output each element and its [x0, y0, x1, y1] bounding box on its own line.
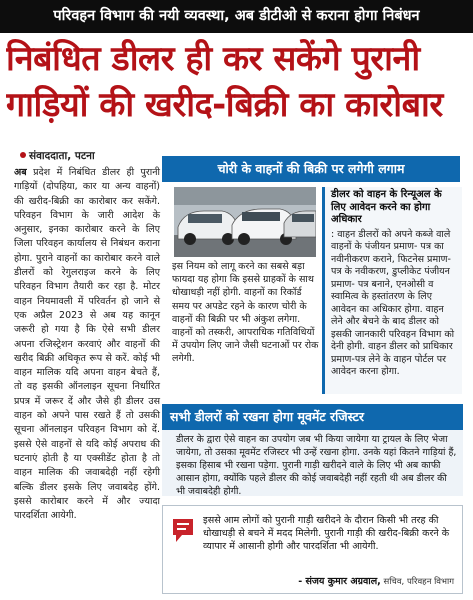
byline	[20, 149, 95, 163]
cars-photo-illustration	[174, 187, 316, 257]
quote-signature	[298, 574, 454, 587]
headline-line-2: गाड़ियों की खरीद-बिक्री का कारोबार	[6, 85, 443, 125]
left-column	[14, 166, 160, 523]
quote-text: इससे आम लोगों को पुरानी गाड़ी खरीदने के दौरान किसी भी तरह की धोखाधड़ी से बचने में मदद मिलेगी. पुरानी गाड़ी की खरीद-बिक्री करने के व्यापार में आसानी होगी और पारदर्शिता भी आयेगी.	[203, 515, 450, 552]
byline-text: संवाददाता, पटना	[29, 150, 95, 162]
kicker-strip: परिवहन विभाग की नयी व्यवस्था, अब डीटीओ से कराना होगा निबंधन	[0, 0, 473, 33]
sidebox-title: डीलर को वाहन के रिन्यूअल के लिए आवेदन करने का होगा अधिकार	[331, 189, 442, 225]
quote-author: - संजय कुमार अग्रवाल,	[298, 576, 381, 587]
speech-bubble-icon	[171, 517, 195, 545]
headline	[6, 36, 467, 128]
register-panel	[162, 404, 463, 496]
left-column-text: प्रदेश में निबंधित डीलर ही पुरानी गाड़ियों (दोपहिया, कार या अन्य वाहनों) की खरीद-बिक्री का कारोबार कर सकेंगे. परिवहन विभाग के जारी आदेश के अनुसार, इनका कारोबार करने के लिए जिला परिवहन कार्यालय से निबंधन कराना होगा. पुराने वाहनों का कारोबार करने वाले डीलरों को रेगुलराइज करने के लिए परिवहन विभाग तैयारी कर रहा है. मोटर वाहन नियमावली में परिवर्तन हो जाने से एक अप्रैल 2023 से अब यह कानून जरूरी हो गया है कि ऐसे सभी डीलर अपना रजिस्ट्रेशन करवाएं और वाहनों की खरीद बिक्री अधिकृत रूप से करें. कोई भी वाहन मालिक यदि अपना वाहन बेचते हैं, तो वह इसकी ऑनलाइन सूचना निर्धारित प्रपत्र में जरूर दें और जैसे ही डीलर उस वाहन को अपने पास रखते हैं तो उसकी सूचना ऑनलाइन परिवहन विभाग को दें. इससे ऐसे वाहनों से यदि कोई अपराध की घटनाएं होती है या एक्सीडेंट होता है तो वाहन मालिक की जवाबदेही नहीं रहेगी बल्कि डीलर इसके लिए जवाबदेह होंगे. इससे कारोबार करने में और ज्यादा पारदर्शिता आयेगी.	[14, 167, 160, 522]
headline-line-1: निबंधित डीलर ही कर सकेंगे पुरानी	[6, 39, 420, 79]
quote-author-role: सचिव, परिवहन विभाग	[380, 577, 454, 587]
cars-photo	[174, 187, 316, 257]
sidebox-body: : वाहन डीलरों को अपने कब्जे वाले वाहनों के पंजीयन प्रमाण- पत्र का नवीनीकरण कराने, फिटनेस प्रमाण- पत्र के नवीकरण, डुप्लीकेट पंजीयन प्रमाण- पत्र बनाने, एनओसी व स्वामित्व के हस्तांतरण के लिए आवेदन का अधिकार होगा. वाहन लेने और बेचने के बाद डीलर को इसकी जानकारी परिवहन विभाग को देनी होगी. वाहन डीलर को प्राधिकार प्रमाण-पत्र लेने के वाहन पोर्टल पर आवेदन करना होगा.	[331, 228, 455, 377]
official-quote	[162, 505, 463, 594]
renewal-sidebox	[322, 187, 462, 394]
section-banner: चोरी के वाहनों की बिक्री पर लगेगी लगाम	[162, 156, 460, 182]
register-panel-title: सभी डीलरों को रखना होगा मूवमेंट रजिस्टर	[162, 404, 463, 430]
register-panel-body: डीलर के द्वारा ऐसे वाहन का उपयोग जब भी किया जायेगा या ट्रायल के लिए भेजा जायेगा, तो उसका मूवमेंट रजिस्टर भी उन्हें रखना होगा. उनके यहां कितने गाड़ियां हैं, इसका हिसाब भी रखना पड़ेगा. पुरानी गाड़ी खरीदने वाले के लिए भी अब काफी आसान होगा, क्योंकि पहले डीलर की कोई जवाबदेही नहीं रहती थी अब डीलर की भी जवाबदेही होगी.	[176, 434, 457, 497]
bullet-icon	[20, 152, 26, 158]
lead-word: अब	[14, 167, 27, 178]
middle-column: इस नियम को लागू करने का सबसे बड़ा फायदा यह होगा कि इससे ग्राहकों के साथ धोखाधड़ी नहीं होगी. वाहनों का रिकॉर्ड समय पर अपडेट रहने के कारण चोरी के वाहनों की बिक्री पर भी अंकुश लगेगा. वाहनों को तस्करी, आपराधिक गतिविधियों में उपयोग लिए जाने जैसी घटनाओं पर रोक लगेगी.	[172, 261, 319, 365]
